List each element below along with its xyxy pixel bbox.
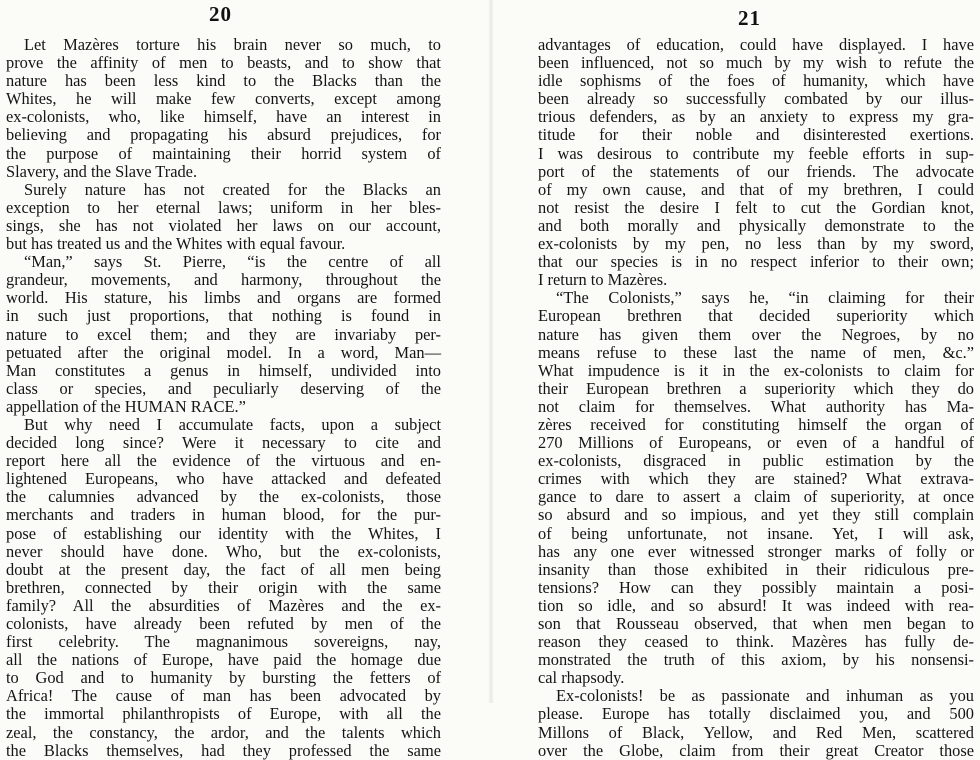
text-line: What impudence is it in the ex-colonists to claim for (538, 360, 974, 380)
text-line: and both morally and physically demonstrate to the (538, 215, 974, 235)
text-line: Surely nature has not created for the Blacks an (24, 179, 441, 199)
text-line: in such just proportions, that nothing is found in (6, 306, 441, 326)
page-number: 21 (738, 6, 761, 30)
text-line: pose of establishing our identity with the Whites, I (6, 523, 441, 543)
text-line: But why need I accumulate facts, upon a subject (24, 414, 441, 434)
text-line: over the Globe, claim from their great Creator those (538, 740, 974, 760)
text-line: all the nations of Europe, have paid the homage due (6, 650, 441, 670)
text-line: 270 Millions of Europeans, or even of a handful of (538, 433, 974, 453)
text-line: that our species is in no respect inferior to their own; (538, 252, 974, 272)
text-line: I return to Mazères. (538, 270, 668, 290)
text-line: been already so successfully combated by our illus- (538, 89, 974, 109)
text-line: exception to her eternal laws; uniform in her bles- (6, 197, 441, 217)
text-line: nature has given them over the Negroes, by no (538, 324, 974, 344)
text-line: sings, she has not violated her laws on our account, (6, 215, 441, 235)
text-line: decided long since? Were it necessary to cite and (6, 433, 441, 453)
text-line: brethren, connected by their origin with the same (6, 577, 441, 597)
text-line: prove the affinity of men to beasts, and to show that (6, 53, 441, 73)
text-line: means refuse to these last the name of men, &c.” (538, 342, 974, 362)
text-line: world. His stature, his limbs and organs are formed (6, 288, 441, 308)
text-line: first celebrity. The magnanimous sovereigns, nay, (6, 632, 441, 652)
text-line: ex-colonists, disgraced in public estimation by the (538, 451, 974, 471)
text-line: the immortal philanthropists of Europe, with all the (6, 704, 441, 724)
page-number: 20 (209, 2, 232, 26)
text-line: cal rhapsody. (538, 668, 625, 688)
text-line: family? All the absurdities of Mazères and the ex- (6, 595, 441, 615)
text-line: appellation of the HUMAN RACE.” (6, 396, 246, 416)
text-line: believing and propagating his absurd prejudices, for (6, 125, 441, 145)
text-line: has any one ever witnessed stronger marks of folly or (538, 541, 974, 561)
text-line: to God and to humanity by bursting the fetters of (6, 668, 441, 688)
text-line: tensions? How can they possibly maintain a posi- (538, 577, 974, 597)
text-line: colonists, have already been refuted by men of the (6, 614, 441, 633)
text-line: tion so idle, and so absurd! It was indeed with rea- (538, 595, 974, 615)
text-line: advantages of education, could have displayed. I have (538, 35, 974, 54)
text-line: Whites, he will make few converts, except among (6, 89, 441, 109)
text-line: been influenced, not so much by my wish to refute the (538, 53, 974, 73)
text-line: of my own cause, and that of my brethren, I could (538, 179, 974, 199)
text-line: petuated after the original model. In a word, Man— (6, 342, 441, 362)
text-line: monstrated the truth of this axiom, by his nonsensi- (538, 650, 974, 670)
text-line: not resist the desire I felt to cut the Gordian knot, (538, 197, 974, 217)
text-line: zères received for constituting himself the organ of (538, 414, 974, 434)
text-line: “Man,” says St. Pierre, “is the centre of all (24, 252, 441, 272)
text-line: Ex-colonists! be as passionate and inhuman as you (556, 686, 974, 706)
page-text (6, 36, 441, 760)
text-line: zeal, the constancy, the ardor, and the talents which (6, 722, 441, 742)
text-line: ex-colonists, who, like himself, have an interest in (6, 107, 441, 127)
text-line: crimes with which they are stained? What extrava- (538, 469, 974, 489)
text-line: nature to excel them; and they are invariaby per- (6, 324, 441, 344)
text-line: Africa! The cause of man has been advocated by (6, 686, 441, 706)
text-line: son that Rousseau observed, that when men began to (538, 614, 974, 633)
text-line: idle sophisms of the foes of humanity, which have (538, 71, 974, 91)
text-line: trious defenders, as by an anxiety to express my gra- (538, 107, 974, 127)
text-line: insanity than those exhibited in their ridiculous pre- (538, 559, 974, 579)
text-line: port of the statements of our friends. The advocate (538, 161, 974, 181)
text-line: Slavery, and the Slave Trade. (6, 161, 198, 181)
text-line: the calumnies advanced by the ex-colonists, those (6, 487, 441, 507)
text-line: so absurd and so impious, and yet they still complain (538, 505, 974, 525)
text-line: I was desirous to contribute my feeble efforts in sup- (538, 143, 974, 163)
text-line: lightened Europeans, who have attacked and defeated (6, 469, 441, 489)
text-line: grandeur, movements, and harmony, throughout the (6, 270, 441, 290)
text-line: never should have done. Who, but the ex-colonists, (6, 541, 441, 561)
right-page (490, 0, 980, 760)
text-line: doubt at the present day, the fact of all men being (6, 559, 441, 579)
text-line: Let Mazères torture his brain never so much, to (24, 35, 441, 54)
text-line: please. Europe has totally disclaimed you, and 500 (538, 704, 974, 724)
page-text (538, 36, 974, 760)
text-line: ex-colonists by my pen, no less than by my sword, (538, 234, 974, 254)
text-line: class or species, and peculiarly deserving of the (6, 378, 441, 398)
text-line: “The Colonists,” says he, “in claiming for their (556, 288, 974, 308)
text-line: the Blacks themselves, had they professed the same (6, 740, 441, 760)
text-line: European brethren that decided superiority which (538, 306, 974, 326)
text-line: the purpose of maintaining their horrid system of (6, 143, 441, 163)
text-line: Millons of Black, Yellow, and Red Men, scattered (538, 722, 974, 742)
text-line: Man constitutes a genus in himself, undivided into (6, 360, 441, 380)
text-line: gance to dare to assert a claim of superiority, at once (538, 487, 974, 507)
text-line: merchants and traders in human blood, for the pur- (6, 505, 441, 525)
text-line: of being unfortunate, not insane. Yet, I will ask, (538, 523, 974, 543)
text-line: nature has been less kind to the Blacks than the (6, 71, 441, 91)
text-line: their European brethren a superiority which they do (538, 378, 974, 398)
text-line: not claim for themselves. What authority has Ma- (538, 396, 974, 416)
text-line: titude for their noble and disinterested exertions. (538, 125, 974, 145)
text-line: reason they ceased to think. Mazères has fully de- (538, 632, 974, 652)
text-line: report here all the evidence of the virtuous and en- (6, 451, 441, 471)
text-line: but has treated us and the Whites with equal favour. (6, 234, 346, 254)
